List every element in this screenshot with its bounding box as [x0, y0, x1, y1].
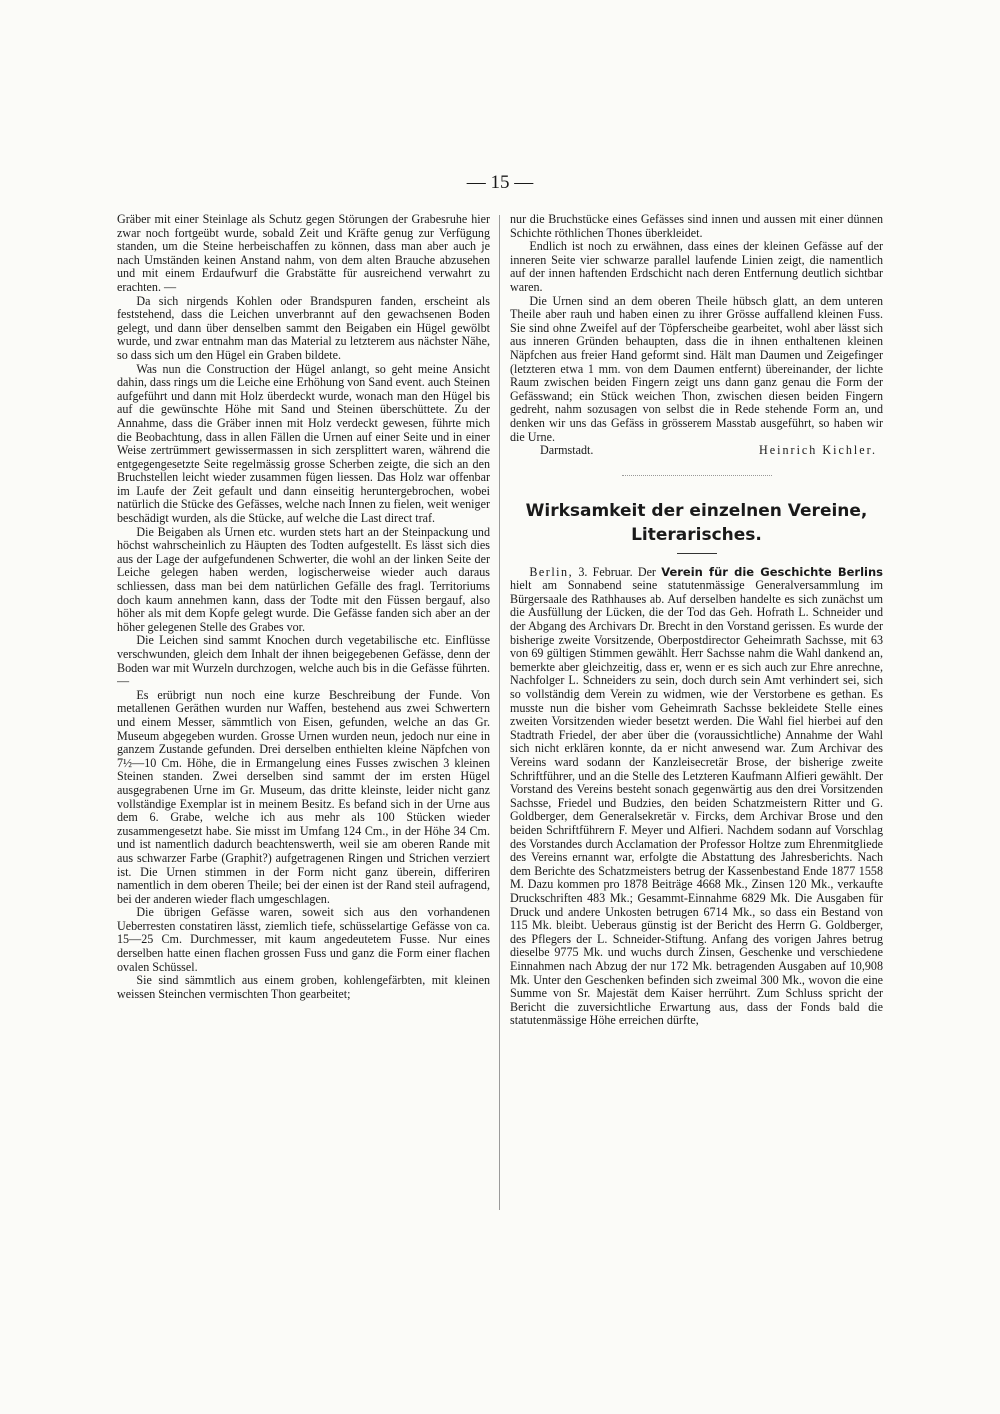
- berlin-text: hielt am Sonnabend seine statutenmässige Generalversammlung im Bürgersaale des Rathhauses ab. Auf derselben handelte es sich zunächst um die Ausfüllung der Lücken, die der Tod das Geh. Hofrath L. Schneider und der Abgang des Archivars Dr. Brecht in den Vorstand gerissen. Es wurde der bisherige zweite Vorsitzende, Oberpostdirector Geheimrath Sachsse, mit 63 von 69 gültigen Stimmen gewählt. Herr Sachsse nahm die Wahl dankend an, bemerkte aber gleichzeitig, dass er, wenn er es sich auch zur Ehre anrechne, Nachfolger L. Schneiders zu sein, doch durch sein Amt verhindert sei, sich so vollständig dem Verein zu widmen, wie der Verstorbene es gethan. Es musste nun die bisher vom Geheimrath Sachsse bekleidete Stelle eines zweiten Vorsitzenden wieder besetzt werden. Die Wahl fiel hierbei auf den Stadtrath Friedel, der aber über die (voraussichtliche) Annahme der Wahl sich nicht erklären konnte, da er nicht anwesend war. Zum Archivar des Vereins ward sodann der Kanzleisecretär Brose, der bisherige zweite Schriftführer, und an die Stelle des Letzteren Kaufmann Alfieri gewählt. Der Vorstand des Vereins besteht sonach gegenwärtig aus den drei Vorsitzenden Sachsse, Friedel und Budzies, den beiden Schatzmeistern Ritter und G. Goldberger, dem Generalsekretär v. Fircks, dem Archivar Brose und den beiden Schriftführern F. Meyer und Alfieri. Nachdem sodann auf Vorschlag des Vorstandes durch Acclamation der Professor Holtze zum Ehrenmitgliede des Vereins ernannt war, erfolgte die Abstattung des Jahresberichts. Nach dem Berichte des Schatzmeisters betrug der Kassenbestand Ende 1877 1558 M. Dazu kommen pro 1878 Beiträge 4668 Mk., Zinsen 120 Mk., verkaufte Druckschriften 483 Mk.; Gesammt-Einnahme 6829 Mk. Die Ausgaben für Druck und andere Unkosten betrugen 6714 Mk., so dass ein Bestand von 115 Mk. bleibt. Ueberaus günstig ist der Bericht des Herrn G. Goldberger, des Pflegers der L. Schneider-Stiftung. Anfang des vorigen Jahres betrug dieselbe 9775 Mk. und wuchs durch Zinsen, Geschenke und verschiedene Einnahmen nach Abzug der nur 172 Mk. betragenden Ausgaben auf 10,908 Mk. Unter den Geschenken befinden sich zweimal 300 Mk., wovon die eine Summe von Sr. Majestät dem Kaiser herrührt. Zum Schluss spricht der Bericht die zuversichtliche Erwartung aus, dass der Fonds bald die statutenmässige Höhe erreichen dürfte,: [510, 578, 883, 1028]
- paragraph: Es erübrigt nun noch eine kurze Beschreibung der Funde. Von metallenen Geräthen wurden nur Waffen, bestehend aus zwei Schwertern und einem Messer, sämmtlich von Eisen, gefunden, welche an das Gr. Museum abgegeben wurden. Grosse Urnen wurden neun, jedoch nur eine in ganzem Zustande gefunden. Drei derselben enthielten kleine Näpfchen von 7½—10 Cm. Höhe, die in Ermangelung eines Fusses zwischen 3 kleinen Steinen standen. Zwei derselben sind sammt der im ersten Hügel ausgegrabenen Urne im Gr. Museum, das dritte kleinste, leider nicht ganz vollständige Exemplar ist in meinem Besitz. Es befand sich in der Urne aus dem 6. Grabe, welche ich aus mehr als 100 Stücken wieder zusammengesetzt habe. Sie misst im Umfang 124 Cm., in der Höhe 34 Cm. und ist namentlich dadurch beachtenswerth, weil sie am oberen Rande mit aus schwarzer Farbe (Graphit?) aufgetragenen Ringen und Strichen verziert ist. Die Urnen stimmen in der Form nicht ganz überein, differiren namentlich in dem oberen Theile; bei der einen ist der Rand steil aufragend, bei der anderen wieder flach umgeschlagen.: [117, 687, 490, 906]
- paragraph: Die Beigaben als Urnen etc. wurden stets hart an der Steinpackung und höchst wahrscheinlich zu Häupten des Todten aufgestellt. Es lässt sich dies aus der Lage der aufgefundenen Schwerter, die wohl an der linken Seite der Leiche gelegen haben werden, logischerweise wieder auch daraus schliessen, dass man bei dem natürlichen Gefälle des fragl. Territoriums doch kaum annehmen kann, dass der Todte mit den Füssen bergauf, also höher als mit dem Kopfe gelegt wurde. Die Gefässe fanden sich aber an der höher gelegenen Stelle des Grabes vor.: [117, 524, 490, 634]
- paragraph: Die übrigen Gefässe waren, soweit sich aus den vorhandenen Ueberresten constatiren lässt, ziemlich tiefe, schüsselartige Gefässe von ca. 15—25 Cm. Durchmesser, mit kaum angedeutetem Fusse. Nur eines derselben hatte einen flachen grossen Fuss und ganz die Form einer flachen ovalen Schüssel.: [117, 905, 490, 974]
- heading-rule: [677, 553, 717, 554]
- society-name: Verein für die Geschichte Berlins: [661, 564, 883, 579]
- berlin-report: [510, 566, 883, 1028]
- section-title-line2: Literarisches.: [631, 524, 762, 545]
- paragraph: Die Urnen sind an dem oberen Theile hübsch glatt, an dem unteren Theile aber rauh und haben einen zu ihrer Grösse auffallend kleinen Fuss. Sie sind ohne Zweifel auf der Töpferscheibe gearbeitet, wohl aber lässt sich aus inneren Gründen behaupten, dass die in ihnen enthaltenen kleinen Näpfchen aus freier Hand geformt sind. Hält man Daumen und Zeigefinger (letzteren etwa 1 mm. von dem Daumen entfernt) übereinander, der lichte Raum zwischen beiden Fingern zeigt uns dann ganz genau die Form der Gefässwand; ein Stück weichen Thon, zwischen diesen beiden Fingern gedreht, nahm sozusagen von selbst die in Rede stehende Form an, und denken wir uns das Gefäss in grösserem Masstab ausgeführt, so haben wir die Urne.: [510, 293, 883, 444]
- paragraph: Die Leichen sind sammt Knochen durch vegetabilische etc. Einflüsse verschwunden, gleich dem Inhalt der ihnen beigegebenen Gefässe, denn der Boden war mit Wurzeln durchzogen, welche auch bis in die Gefässe führten. —: [117, 633, 490, 689]
- paragraph: Sie sind sämmtlich aus einem groben, kohlengefärbten, mit kleinen weissen Steinchen vermischten Thon gearbeitet;: [117, 973, 490, 1001]
- paragraph: Gräber mit einer Steinlage als Schutz gegen Störungen der Grabesruhe hier zwar noch fortgeübt wurde, sobald Zeit und Kräfte genug zur Verfügung standen, um die Steine herbeischaffen zu können, dass man aber auch je nach Umständen keinen Anstand nahm, von dem alten Brauche abzusehen und mit einem Erdaufwurf die Grabstätte für ausreichend verwahrt zu erachten. —: [117, 213, 490, 294]
- signature: [510, 444, 883, 458]
- section-divider: [622, 475, 772, 476]
- right-column: [510, 213, 883, 1223]
- berlin-date: 3. Februar. Der: [573, 564, 662, 579]
- column-divider: [499, 215, 500, 1210]
- paragraph: nur die Bruchstücke eines Gefässes sind innen und aussen mit einer dünnen Schichte röthlichen Thones überkleidet.: [510, 213, 883, 240]
- page-number: — 15 —: [466, 172, 534, 193]
- section-title-line1: Wirksamkeit der einzelnen Vereine,: [525, 500, 868, 521]
- left-column: [117, 213, 490, 1223]
- paragraph: Da sich nirgends Kohlen oder Brandspuren fanden, erscheint als feststehend, dass die Leichen unverbrannt auf den gewachsenen Boden gelegt, und dann über denselben sammt den Beigaben ein Hügel gewölbt wurde, und zwar entnahm man das Material zu letzterem aus nächster Nähe, so dass sich um den Hügel ein Graben bildete.: [117, 293, 490, 362]
- paragraph: Endlich ist noch zu erwähnen, dass eines der kleinen Gefässe auf der inneren Seite vier schwarze parallel laufende Linien zeigt, die namentlich auf der innen haftenden Erdschicht nach deren Entfernung deutlich sichtbar waren.: [510, 239, 883, 294]
- section-heading: [510, 499, 883, 547]
- signature-place: Darmstadt.: [540, 443, 594, 458]
- signature-name: Heinrich Kichler.: [759, 443, 877, 458]
- paragraph: Was nun die Construction der Hügel anlangt, so geht meine Ansicht dahin, dass rings um die Leiche eine Erhöhung von Sand event. auch Steinen aufgeführt und dann mit Holz überdeckt wurde, wonach man den Hügel bis auf die gewünschte Höhe mit Sand und Steinen überschüttete. Zu der Annahme, dass die Gräber innen mit Holz verdeckt gewesen, führte mich die Beobachtung, dass in allen Fällen die Urnen auf einer Seite und in einer Weise zertrümmert gewissermassen in sich zersplittert waren, während die entgegengesetzte Seite regelmässig grosse Scherben zeigte, die sich an den Bruchstellen leicht wieder zusammen fügen liessen. Das Holz war offenbar im Laufe der Zeit gefault und dann einseitig heruntergebrochen, wobei natürlich die Stücke des Gefässes, welche nach Innen zu fielen, weit weniger beschädigt wurden, als die Stücke, auf welche die Last direct traf.: [117, 361, 490, 526]
- berlin-city: Berlin,: [529, 564, 574, 579]
